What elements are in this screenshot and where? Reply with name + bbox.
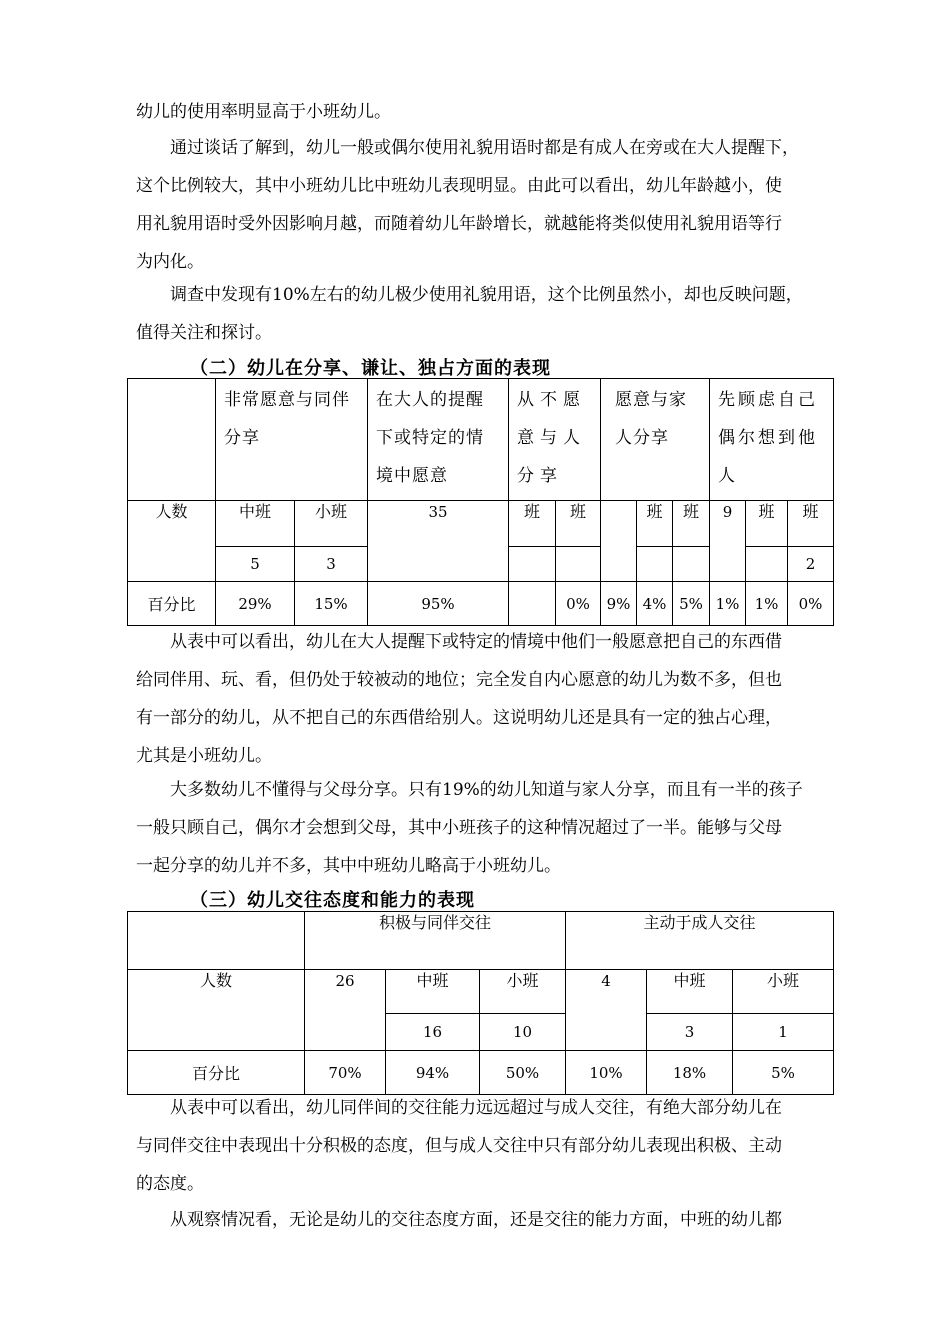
- paragraph-line: 用礼貌用语时受外因影响月越，而随着幼儿年龄增长，就越能将类似使用礼貌用语等行: [136, 214, 782, 234]
- table2-peer-mid-label: 中班: [386, 970, 480, 1014]
- table2-adult-small: 1: [733, 1014, 834, 1051]
- paragraph-conversation-finding: [136, 129, 876, 281]
- table1-c5-a-pct: 1%: [710, 582, 746, 626]
- table1-header-self-first: 先顾虑自己偶尔想到他人: [710, 379, 834, 501]
- section-heading-sharing: （二）幼儿在分享、谦让、独占方面的表现: [190, 358, 551, 379]
- table1-c2-pct: 95%: [368, 582, 509, 626]
- paragraph-line: 幼儿的使用率明显高于小班幼儿。: [136, 102, 391, 122]
- paragraph-family-sharing: [136, 771, 876, 885]
- paragraph-line: 一般只顾自己，偶尔才会想到父母，其中小班孩子的这种情况超过了一半。能够与父母: [136, 818, 782, 838]
- paragraph-line: 的态度。: [136, 1174, 204, 1194]
- table1-c2-count: 35: [368, 501, 509, 582]
- table1-c5-c-label: 班: [788, 501, 834, 547]
- paragraph-line: 给同伴用、玩、看，但仍处于较被动的地位；完全发自内心愿意的幼儿为数不多，但也: [136, 670, 782, 690]
- table2-header-adult: 主动于成人交往: [566, 912, 834, 970]
- paragraph-line: 从观察情况看，无论是幼儿的交往态度方面，还是交往的能力方面，中班的幼儿都: [136, 1210, 782, 1230]
- table2-peer-mid: 16: [386, 1014, 480, 1051]
- interaction-table: [127, 911, 834, 1095]
- table1-c3-a-empty: [509, 547, 556, 582]
- paragraph-line: 一起分享的幼儿并不多，其中中班幼儿略高于小班幼儿。: [136, 856, 561, 876]
- paragraph-line: 通过谈话了解到，幼儿一般或偶尔使用礼貌用语时都是有成人在旁或在大人提醒下，: [136, 138, 799, 158]
- table2-peer-pct-mid: 94%: [386, 1051, 480, 1095]
- table2-adult-mid-label: 中班: [647, 970, 733, 1014]
- paragraph-line: 值得关注和探讨。: [136, 323, 272, 343]
- table1-c1-small-count: 3: [295, 547, 368, 582]
- table1-c4-c-label: 班: [673, 501, 710, 547]
- paragraph-observation: [136, 1201, 876, 1239]
- paragraph-line: 调查中发现有10%左右的幼儿极少使用礼貌用语，这个比例虽然小，却也反映问题，: [136, 285, 803, 305]
- table1-c5-b-empty: [746, 547, 788, 582]
- table1-row-label-count: 人数: [128, 501, 216, 582]
- paragraph-table2-analysis: [136, 1089, 876, 1203]
- table2-adult-pct-mid: 18%: [647, 1051, 733, 1095]
- table2-adult-mid: 3: [647, 1014, 733, 1051]
- table1-c5-count: 9: [710, 501, 746, 582]
- paragraph-table1-analysis: [136, 623, 876, 775]
- paragraph-intro: [136, 93, 876, 131]
- paragraph-line: 与同伴交往中表现出十分积极的态度，但与成人交往中只有部分幼儿表现出积极、主动: [136, 1136, 782, 1156]
- table1-header-never-share: 从不愿意与人分享: [509, 379, 601, 501]
- table1-c4-b-pct: 4%: [637, 582, 673, 626]
- table1-c4-a-pct: 9%: [601, 582, 637, 626]
- table1-header-adult-prompt: 在大人的提醒下或特定的情境中愿意: [368, 379, 509, 501]
- table1-header-share-peer: 非常愿意与同伴分享: [216, 379, 368, 501]
- paragraph-line: 从表中可以看出，幼儿同伴间的交往能力远远超过与成人交往，有绝大部分幼儿在: [136, 1098, 782, 1118]
- table2-corner: [128, 912, 305, 970]
- table2-adult-total: 4: [566, 970, 647, 1051]
- table1-c3-a-label: 班: [509, 501, 556, 547]
- paragraph-line: 尤其是小班幼儿。: [136, 746, 272, 766]
- table1-c1-mid-label: 中班: [216, 501, 295, 547]
- table2-peer-pct-small: 50%: [480, 1051, 566, 1095]
- table2-adult-pct-small: 5%: [733, 1051, 834, 1095]
- section-heading-interaction: （三）幼儿交往态度和能力的表现: [190, 890, 475, 911]
- paragraph-rare-use-finding: [136, 276, 876, 352]
- table1-c3-b-label: 班: [556, 501, 601, 547]
- table2-peer-total: 26: [305, 970, 386, 1051]
- table1-c4-c-empty: [673, 547, 710, 582]
- table1-c5-b-pct: 1%: [746, 582, 788, 626]
- paragraph-line: 有一部分的幼儿，从不把自己的东西借给别人。这说明幼儿还是具有一定的独占心理，: [136, 708, 782, 728]
- table1-c1-small-label: 小班: [295, 501, 368, 547]
- table2-peer-small-label: 小班: [480, 970, 566, 1014]
- sharing-table: [127, 378, 834, 626]
- paragraph-line: 为内化。: [136, 252, 204, 272]
- table1-c4-c-pct: 5%: [673, 582, 710, 626]
- table2-header-peer: 积极与同伴交往: [305, 912, 566, 970]
- table2-row-label-count: 人数: [128, 970, 305, 1051]
- table1-c5-b-label: 班: [746, 501, 788, 547]
- table2-adult-pct-total: 10%: [566, 1051, 647, 1095]
- table1-c4-a-empty: [601, 501, 637, 582]
- table1-corner: [128, 379, 216, 501]
- table2-peer-small: 10: [480, 1014, 566, 1051]
- table2-adult-small-label: 小班: [733, 970, 834, 1014]
- table2-peer-pct-total: 70%: [305, 1051, 386, 1095]
- table1-c3-a-pct-empty: [509, 582, 556, 626]
- table1-row-label-pct: 百分比: [128, 582, 216, 626]
- table1-c4-b-label: 班: [637, 501, 673, 547]
- table1-c5-c-pct: 0%: [788, 582, 834, 626]
- table1-c3-b-empty: [556, 547, 601, 582]
- table1-c1-small-pct: 15%: [295, 582, 368, 626]
- table1-c5-c-count: 2: [788, 547, 834, 582]
- table2-row-label-pct: 百分比: [128, 1051, 305, 1095]
- table1-c1-mid-pct: 29%: [216, 582, 295, 626]
- table1-header-share-family: 愿意与家人分享: [601, 379, 710, 501]
- paragraph-line: 从表中可以看出，幼儿在大人提醒下或特定的情境中他们一般愿意把自己的东西借: [136, 632, 782, 652]
- paragraph-line: 大多数幼儿不懂得与父母分享。只有19%的幼儿知道与家人分享，而且有一半的孩子: [136, 780, 803, 800]
- table1-c3-b-pct: 0%: [556, 582, 601, 626]
- paragraph-line: 这个比例较大，其中小班幼儿比中班幼儿表现明显。由此可以看出，幼儿年龄越小，使: [136, 176, 782, 196]
- table1-c1-mid-count: 5: [216, 547, 295, 582]
- table1-c4-b-empty: [637, 547, 673, 582]
